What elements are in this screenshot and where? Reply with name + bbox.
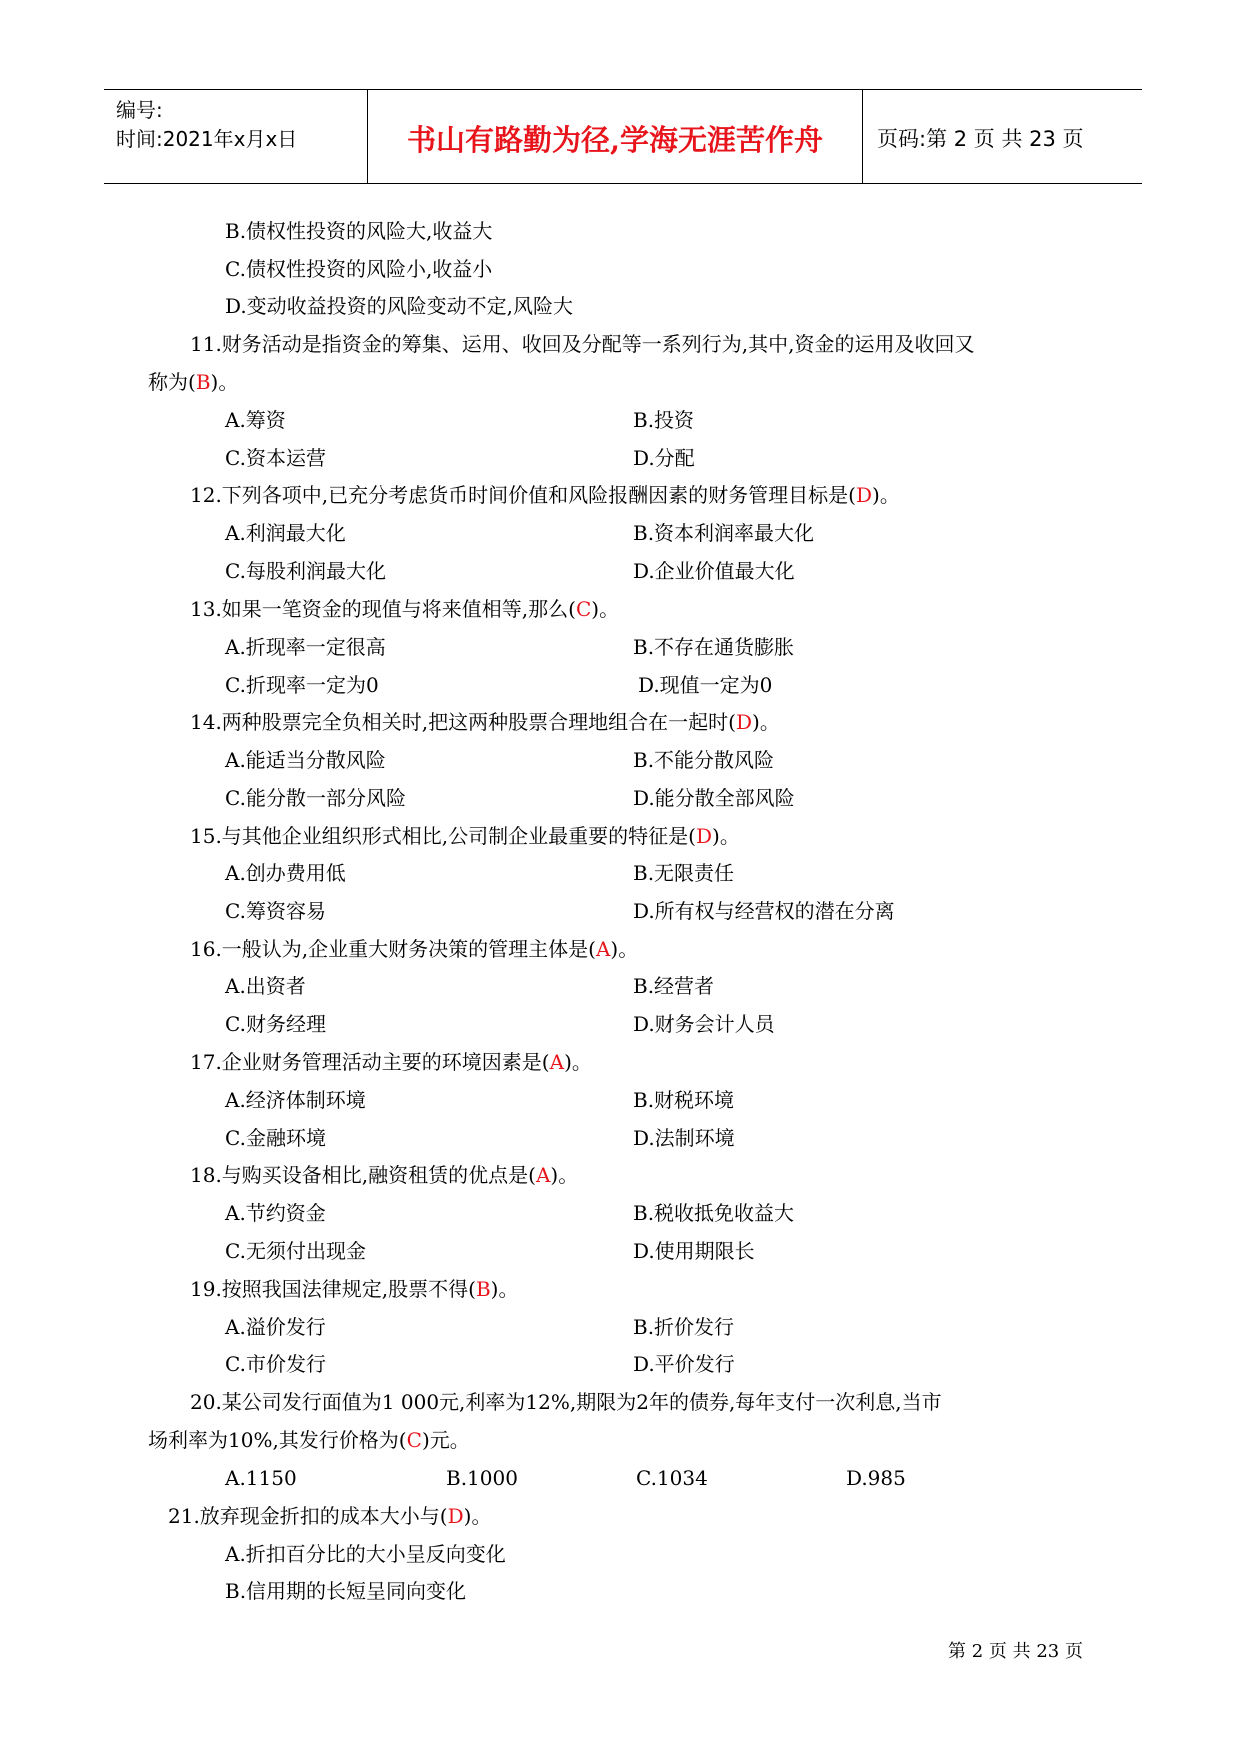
- text-line: [190, 935, 638, 963]
- text-fragment: 20.某公司发行面值为1 000元,利率为12%,期限为2年的债券,每年支付一次利息,当市: [190, 1390, 942, 1414]
- answer-letter: A: [535, 1163, 551, 1187]
- text-line: [225, 859, 346, 887]
- text-line: [633, 784, 795, 812]
- text-line: [633, 1199, 794, 1227]
- text-line: [190, 1388, 942, 1416]
- text-fragment: D.现值一定为0: [638, 673, 773, 697]
- text-fragment: C.资本运营: [225, 446, 326, 470]
- text-fragment: 11.财务活动是指资金的筹集、运用、收回及分配等一系列行为,其中,资金的运用及收回又: [190, 332, 975, 356]
- text-line: [225, 1540, 506, 1568]
- text-line: [148, 368, 238, 396]
- answer-letter: C: [575, 597, 592, 621]
- text-fragment: C.折现率一定为0: [225, 673, 379, 697]
- text-line: [633, 1124, 735, 1152]
- text-line: [225, 1199, 326, 1227]
- text-fragment: B.折价发行: [633, 1315, 735, 1339]
- text-fragment: A.折扣百分比的大小呈反向变化: [225, 1542, 506, 1566]
- text-line: [190, 708, 780, 736]
- text-fragment: 17.企业财务管理活动主要的环境因素是(: [190, 1050, 550, 1074]
- text-fragment: B.财税环境: [633, 1088, 735, 1112]
- text-line: [190, 595, 619, 623]
- text-line: [225, 1124, 326, 1152]
- text-fragment: D.平价发行: [633, 1352, 735, 1376]
- text-fragment: A.折现率一定很高: [225, 635, 386, 659]
- text-line: [633, 972, 714, 1000]
- text-fragment: )。: [564, 1050, 592, 1074]
- text-fragment: C.能分散一部分风险: [225, 786, 406, 810]
- text-line: [225, 1464, 297, 1492]
- header-page-cell: [863, 90, 1142, 183]
- text-fragment: B.资本利润率最大化: [633, 521, 815, 545]
- text-fragment: A.利润最大化: [225, 521, 346, 545]
- text-line: [633, 557, 795, 585]
- text-fragment: C.筹资容易: [225, 899, 326, 923]
- text-line: [190, 481, 900, 509]
- text-line: [225, 1577, 466, 1605]
- text-fragment: )。: [712, 824, 740, 848]
- text-fragment: )。: [591, 597, 620, 621]
- page-footer: 第 2 页 共 23 页: [948, 1641, 1083, 1662]
- text-fragment: )。: [463, 1504, 492, 1528]
- text-line: [225, 1086, 366, 1114]
- text-fragment: A.能适当分散风险: [225, 748, 386, 772]
- text-line: [225, 519, 346, 547]
- text-fragment: 18.与购买设备相比,融资租赁的优点是(: [190, 1163, 536, 1187]
- text-fragment: A.节约资金: [225, 1201, 326, 1225]
- text-line: [633, 1010, 775, 1038]
- header-motto-cell: [368, 90, 863, 183]
- text-fragment: )。: [752, 710, 780, 734]
- number-label: 编号:: [116, 98, 163, 122]
- text-fragment: D.使用期限长: [633, 1239, 755, 1263]
- answer-letter: A: [595, 937, 611, 961]
- text-fragment: )。: [210, 370, 239, 394]
- text-fragment: D.企业价值最大化: [633, 559, 795, 583]
- text-line: [225, 746, 386, 774]
- text-fragment: 16.一般认为,企业重大财务决策的管理主体是(: [190, 937, 596, 961]
- answer-letter: C: [406, 1428, 422, 1452]
- text-line: [633, 1313, 734, 1341]
- answer-letter: B: [195, 370, 211, 394]
- answer-letter: B: [475, 1277, 491, 1301]
- text-fragment: C.每股利润最大化: [225, 559, 386, 583]
- text-fragment: A.经济体制环境: [225, 1088, 366, 1112]
- text-fragment: C.市价发行: [225, 1352, 326, 1376]
- text-line: [225, 1350, 326, 1378]
- text-line: [190, 1275, 518, 1303]
- header-meta-cell: [104, 90, 368, 183]
- text-line: [633, 1237, 755, 1265]
- text-line: [633, 444, 695, 472]
- text-line: [225, 1010, 326, 1038]
- answer-letter: D: [447, 1504, 464, 1528]
- text-fragment: A.溢价发行: [225, 1315, 326, 1339]
- answer-letter: A: [549, 1050, 565, 1074]
- text-fragment: B.不能分散风险: [633, 748, 775, 772]
- text-fragment: )。: [610, 937, 639, 961]
- page-label: 页码:第 2 页 共 23 页: [877, 127, 1084, 151]
- text-line: [633, 746, 774, 774]
- text-line: [148, 1426, 470, 1454]
- text-fragment: A.出资者: [225, 974, 306, 998]
- text-fragment: D.分配: [633, 446, 695, 470]
- text-fragment: )。: [872, 483, 900, 507]
- text-fragment: B.信用期的长短呈同向变化: [225, 1579, 467, 1603]
- text-fragment: )。: [550, 1163, 579, 1187]
- text-fragment: 21.放弃现金折扣的成本大小与(: [168, 1504, 448, 1528]
- text-line: [225, 557, 386, 585]
- text-line: [846, 1464, 906, 1492]
- text-fragment: C.财务经理: [225, 1012, 326, 1036]
- text-line: [225, 1313, 326, 1341]
- text-fragment: B.税收抵免收益大: [633, 1201, 795, 1225]
- text-fragment: 15.与其他企业组织形式相比,公司制企业最重要的特征是(: [190, 824, 696, 848]
- page-header: [104, 89, 1142, 184]
- text-fragment: 场利率为10%,其发行价格为(: [148, 1428, 407, 1452]
- text-line: [638, 671, 772, 699]
- answer-letter: D: [855, 483, 873, 507]
- text-line: [225, 633, 386, 661]
- text-line: [225, 217, 492, 245]
- motto: 书山有路勤为径,学海无涯苦作舟: [406, 123, 824, 157]
- text-fragment: 12.下列各项中,已充分考虑货币时间价值和风险报酬因素的财务管理目标是(: [190, 483, 856, 507]
- text-fragment: 13.如果一笔资金的现值与将来值相等,那么(: [190, 597, 576, 621]
- text-line: [633, 1086, 734, 1114]
- text-fragment: )。: [490, 1277, 519, 1301]
- text-fragment: B.债权性投资的风险大,收益大: [225, 219, 493, 243]
- text-fragment: B.1000: [446, 1466, 518, 1490]
- text-line: [225, 897, 326, 925]
- text-fragment: D.所有权与经营权的潜在分离: [633, 899, 895, 923]
- text-line: [636, 1464, 708, 1492]
- text-line: [633, 633, 794, 661]
- text-fragment: )元。: [421, 1428, 470, 1452]
- text-line: [190, 822, 740, 850]
- text-fragment: D.变动收益投资的风险变动不定,风险大: [225, 294, 574, 318]
- text-line: [633, 519, 814, 547]
- answer-letter: D: [735, 710, 753, 734]
- text-fragment: D.法制环境: [633, 1126, 735, 1150]
- text-line: [190, 1048, 592, 1076]
- text-fragment: 称为(: [148, 370, 196, 394]
- text-line: [633, 406, 694, 434]
- text-fragment: C.债权性投资的风险小,收益小: [225, 257, 493, 281]
- text-fragment: A.1150: [225, 1466, 297, 1490]
- text-fragment: C.1034: [636, 1466, 708, 1490]
- text-fragment: 19.按照我国法律规定,股票不得(: [190, 1277, 476, 1301]
- text-line: [225, 406, 286, 434]
- text-line: [190, 330, 975, 358]
- text-line: [446, 1464, 518, 1492]
- text-line: [633, 859, 734, 887]
- text-fragment: D.能分散全部风险: [633, 786, 795, 810]
- text-line: [225, 444, 326, 472]
- text-fragment: B.不存在通货膨胀: [633, 635, 795, 659]
- text-fragment: B.经营者: [633, 974, 715, 998]
- text-fragment: A.创办费用低: [225, 861, 346, 885]
- text-line: [225, 784, 406, 812]
- answer-letter: D: [695, 824, 713, 848]
- text-line: [225, 972, 306, 1000]
- text-fragment: B.无限责任: [633, 861, 735, 885]
- text-fragment: B.投资: [633, 408, 695, 432]
- text-line: [225, 292, 573, 320]
- text-line: [168, 1502, 491, 1530]
- text-fragment: 14.两种股票完全负相关时,把这两种股票合理地组合在一起时(: [190, 710, 736, 734]
- text-fragment: A.筹资: [225, 408, 286, 432]
- text-line: [225, 1237, 366, 1265]
- text-fragment: C.金融环境: [225, 1126, 326, 1150]
- text-line: [190, 1161, 578, 1189]
- text-line: [225, 255, 492, 283]
- text-line: [633, 1350, 735, 1378]
- time-label: 时间:2021年x月x日: [116, 127, 298, 151]
- text-fragment: D.财务会计人员: [633, 1012, 775, 1036]
- text-fragment: D.985: [846, 1466, 906, 1490]
- text-line: [633, 897, 895, 925]
- text-fragment: C.无须付出现金: [225, 1239, 366, 1263]
- text-line: [225, 671, 379, 699]
